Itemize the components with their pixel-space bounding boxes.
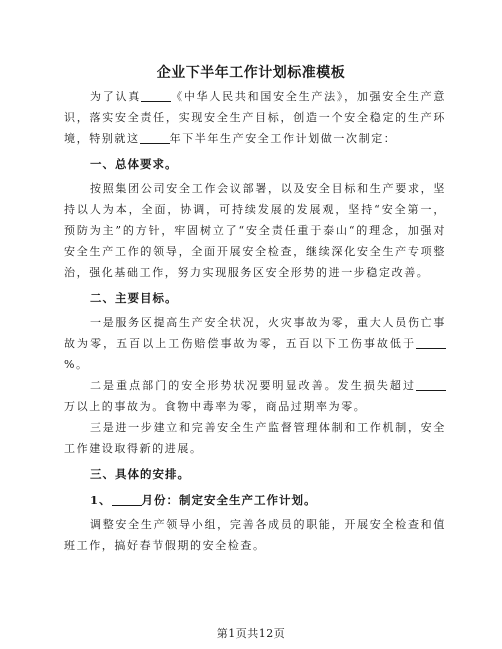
document-body bbox=[64, 86, 446, 556]
section3-heading: 三、具体的安排。 bbox=[90, 467, 190, 481]
page-number-footer: 第1页共12页 bbox=[216, 627, 286, 640]
intro-blank-2 bbox=[140, 131, 170, 144]
section1-heading: 一、总体要求。 bbox=[90, 157, 178, 171]
item1-paragraph: 调整安全生产领导小组，完善各成员的职能，开展安全检查和值班工作，搞好春节假期的安全检查。 bbox=[64, 518, 446, 552]
goal2-text-b: 万以上的事故为。食物中毒率为零，商品过期率为零。 bbox=[64, 400, 367, 413]
goal1-paragraph bbox=[64, 312, 446, 375]
intro-paragraph bbox=[64, 86, 446, 149]
document-title: 企业下半年工作计划标准模板 bbox=[156, 65, 346, 81]
goal3-paragraph: 三是进一步建立和完善安全生产监督管理体制和工作机制，安全工作建设取得新的进展。 bbox=[64, 421, 446, 455]
intro-blank-1 bbox=[141, 89, 171, 102]
item1-heading bbox=[64, 490, 446, 511]
goal1-blank bbox=[416, 336, 446, 349]
item1-title: 月份：制定安全生产工作计划。 bbox=[141, 493, 317, 507]
item1-number: 1、 bbox=[90, 493, 112, 507]
goal2-text-a: 二是重点部门的安全形势状况要明显改善。发生损失超过 bbox=[90, 379, 416, 392]
intro-text-a: 为了认真 bbox=[90, 90, 141, 103]
goal2-blank bbox=[416, 378, 446, 391]
intro-text-c: 年下半年生产安全工作计划做一次制定： bbox=[169, 132, 397, 145]
section2-heading: 二、主要目标。 bbox=[90, 291, 178, 305]
goal1-text-a: 一是服务区提高生产安全状况，火灾事故为零，重大人员伤亡事故为零，五百以上工伤赔偿事故为零，五百以下工伤事故低于 bbox=[64, 316, 446, 350]
item1-blank bbox=[112, 493, 142, 506]
section1-paragraph: 按照集团公司安全工作会议部署，以及安全目标和生产要求，坚持以人为本，全面，协调，可持续发展的发展观，坚持“安全第一，预防为主”的方针，牢固树立了“安全责任重于泰山“的理念，加强对安全生产工作的领导，全面开展安全检查，继续深化安全生产专项整治，强化基础工作，努力实现服务区安全形势的进一步稳定改善。 bbox=[64, 182, 446, 279]
goal1-text-b: %。 bbox=[64, 358, 89, 371]
intro-text-b: 《中华人民共和国安全生产法》，加强安全生产意识，落实安全责任，实现安全生产目标，创造一个安全稳定的生产环境，特别就这 bbox=[64, 90, 446, 145]
goal2-paragraph bbox=[64, 375, 446, 417]
